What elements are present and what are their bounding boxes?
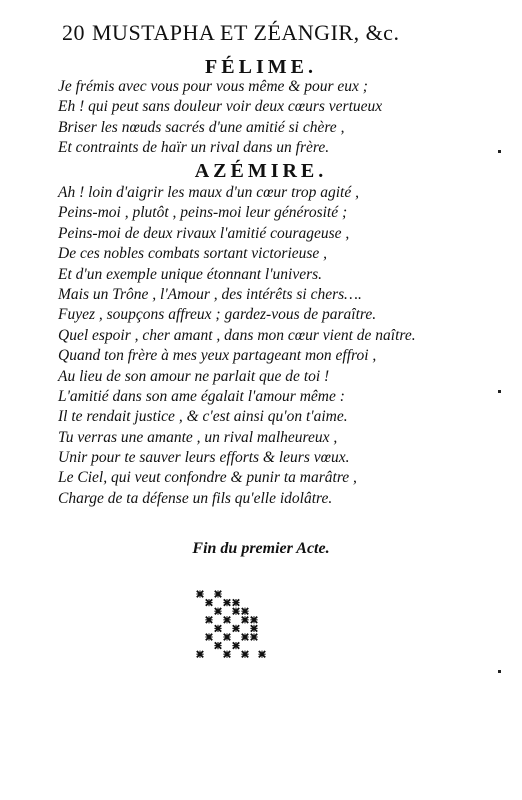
- fleuron-cross-icon: [232, 625, 239, 632]
- scan-edge-mark: [498, 150, 501, 710]
- fleuron-cross-icon: [205, 599, 212, 606]
- fleuron-cross-icon: [205, 633, 212, 640]
- fleuron-cross-icon: [205, 616, 212, 623]
- verse-line: Charge de ta défense un fils qu'elle idolâtre.: [58, 489, 333, 507]
- fleuron-cross-icon: [250, 633, 257, 640]
- fleuron-cross-icon: [232, 599, 239, 606]
- verse-line: Et d'un exemple unique étonnant l'univers.: [58, 265, 323, 283]
- verse-line: Au lieu de son amour ne parlait que de toi !: [58, 367, 330, 385]
- speaker-name-azemire: AZÉMIRE.: [194, 160, 328, 182]
- verse-line: Ah ! loin d'aigrir les maux d'un cœur trop agité ,: [58, 184, 359, 201]
- verse-line: Mais un Trône , l'Amour , des intérêts si chers….: [58, 285, 362, 303]
- verse-line: Peins-moi de deux rivaux l'amitié courageuse ,: [58, 224, 350, 242]
- fleuron-cross-icon: [241, 616, 248, 623]
- act-end-caption: Fin du premier Acte.: [192, 540, 330, 557]
- verse-line: L'amitié dans son ame égalait l'amour même :: [58, 387, 345, 405]
- fleuron-cross-icon: [232, 608, 239, 615]
- fleuron-cross-icon: [250, 616, 257, 623]
- fleuron-cross-icon: [258, 651, 265, 658]
- verse-line: Peins-moi , plutôt , peins-moi leur générosité ;: [58, 204, 348, 222]
- fleuron-cross-icon: [241, 608, 248, 615]
- verse-line: Et contraints de haïr un rival dans un frère.: [58, 139, 330, 157]
- fleuron-cross-icon: [214, 625, 221, 632]
- fleuron-cross-icon: [250, 625, 257, 632]
- fleuron-cross-icon: [214, 608, 221, 615]
- fleuron-cross-icon: [232, 642, 239, 649]
- verse-line: Briser les nœuds sacrés d'une amitié si chère ,: [58, 118, 345, 136]
- verse-line: Fuyez , soupçons affreux ; gardez-vous de paraître.: [58, 306, 377, 324]
- fleuron-cross-icon: [214, 642, 221, 649]
- verse-line: Le Ciel, qui veut confondre & punir ta marâtre ,: [58, 469, 357, 487]
- fleuron-cross-icon: [223, 633, 230, 640]
- verse-line: Eh ! qui peut sans douleur voir deux cœurs vertueux: [58, 98, 383, 116]
- verse-line: Unir pour te sauver leurs efforts & leurs vœux.: [58, 449, 350, 467]
- fleuron-cross-icon: [223, 651, 230, 658]
- running-header: [62, 20, 482, 54]
- verse-line: Quel espoir , cher amant , dans mon cœur vient de naître.: [58, 326, 416, 344]
- verse-line: Je frémis avec vous pour vous même & pour eux ;: [58, 78, 368, 95]
- fleuron-cross-icon: [196, 651, 203, 658]
- fleuron-cross-icon: [223, 616, 230, 623]
- page-number: 20: [62, 20, 85, 45]
- speaker-name-felime: FÉLIME.: [205, 56, 317, 78]
- verse-line: Il te rendait justice , & c'est ainsi qu'on t'aime.: [58, 408, 348, 426]
- speech-felime: [58, 77, 498, 159]
- verse-line: Quand ton frère à mes yeux partageant mon effroi ,: [58, 347, 377, 365]
- fleuron-cross-icon: [241, 651, 248, 658]
- fleuron-cross-icon: [214, 590, 221, 597]
- fleuron-cross-icon: [196, 590, 203, 597]
- running-title: MUSTAPHA ET ZÉANGIR, &c.: [92, 20, 400, 45]
- verse-line: De ces nobles combats sortant victorieuse ,: [58, 245, 328, 263]
- verse-line: Tu verras une amante , un rival malheureux ,: [58, 428, 338, 446]
- speech-azemire: [58, 183, 498, 509]
- fleuron-cross-icon: [241, 633, 248, 640]
- fleuron-ornament-icon: [192, 588, 270, 660]
- fleuron-cross-icon: [223, 599, 230, 606]
